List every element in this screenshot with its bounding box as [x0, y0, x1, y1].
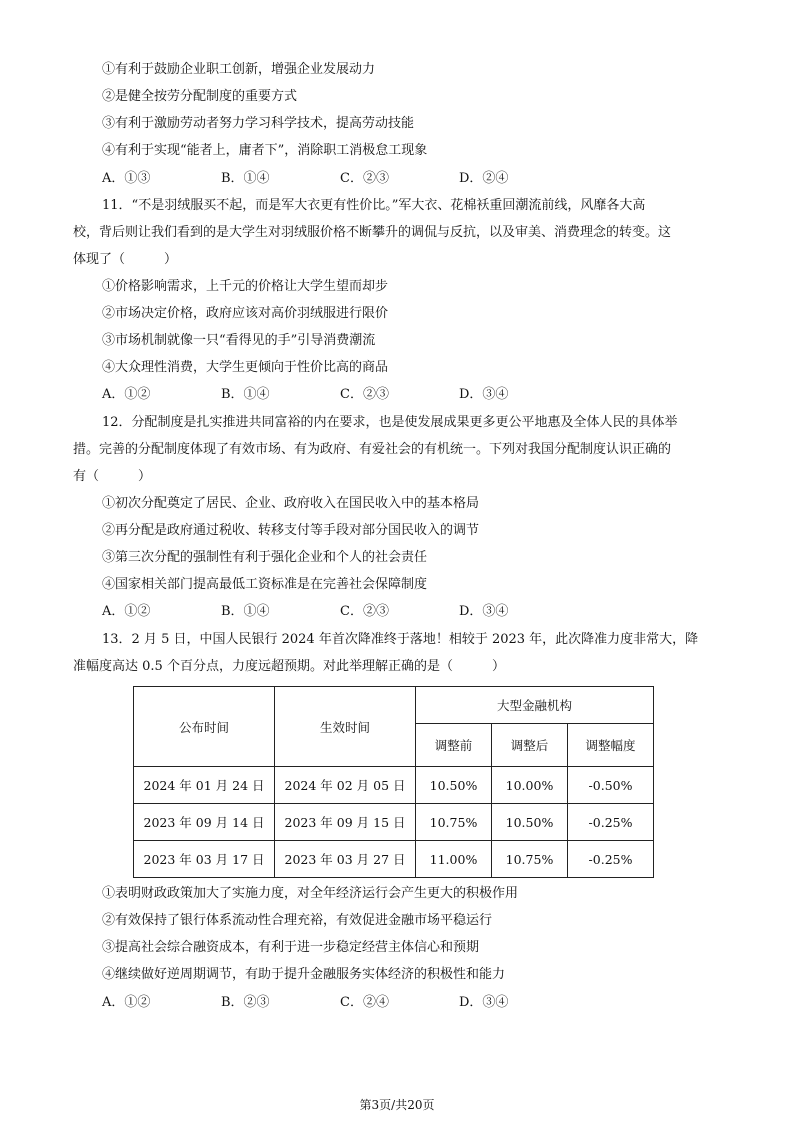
q12-item-1: ①初次分配奠定了居民、企业、政府收入在国民收入中的基本格局 — [102, 496, 480, 511]
q10-item-2: ②是健全按劳分配制度的重要方式 — [102, 89, 298, 104]
cell-change: -0.25% — [568, 841, 654, 878]
cell-announce-date: 2023 年 03 月 17 日 — [134, 841, 275, 878]
q12-item-2: ②再分配是政府通过税收、转移支付等手段对部分国民收入的调节 — [102, 523, 480, 538]
cell-before: 10.75% — [416, 804, 492, 841]
q13-item-1: ①表明财政政策加大了实施力度，对全年经济运行会产生更大的积极作用 — [102, 886, 519, 901]
cell-effective-date: 2023 年 09 月 15 日 — [275, 804, 416, 841]
q12-stem-line-3: 有（ ） — [73, 469, 152, 484]
q11-item-1: ①价格影响需求，上千元的价格让大学生望而却步 — [102, 279, 389, 294]
q11-stem-line-1: 11．“不是羽绒服买不起，而是军大衣更有性价比。”军大衣、花棉袄重回潮流前线，风靡各大高 — [102, 198, 646, 213]
q11-option-c[interactable]: C．②③ — [340, 387, 389, 402]
q11-option-b[interactable]: B．①④ — [221, 387, 270, 402]
reserve-ratio-table — [133, 686, 654, 878]
q13-item-2: ②有效保持了银行体系流动性合理充裕，有效促进金融市场平稳运行 — [102, 913, 493, 928]
q10-item-3: ③有利于激励劳动者努力学习科学技术，提高劳动技能 — [102, 116, 415, 131]
q12-option-c[interactable]: C．②③ — [340, 604, 389, 619]
q12-item-4: ④国家相关部门提高最低工资标准是在完善社会保障制度 — [102, 577, 428, 592]
col-header-group: 大型金融机构 — [416, 687, 654, 724]
page-number-footer: 第3页/共20页 — [359, 1098, 435, 1112]
q13-option-b[interactable]: B．②③ — [221, 995, 270, 1010]
q10-option-d[interactable]: D．②④ — [459, 171, 509, 186]
q13-item-4: ④继续做好逆周期调节，有助于提升金融服务实体经济的积极性和能力 — [102, 967, 506, 982]
q12-option-a[interactable]: A．①② — [102, 604, 151, 619]
col-header-before: 调整前 — [416, 724, 492, 767]
cell-before: 10.50% — [416, 767, 492, 804]
q10-item-4: ④有利于实现“能者上，庸者下”，消除职工消极怠工现象 — [102, 143, 428, 158]
q11-options — [102, 385, 578, 405]
q13-option-a[interactable]: A．①② — [102, 995, 151, 1010]
q13-options — [102, 993, 578, 1013]
q13-stem-line-1: 13．2 月 5 日，中国人民银行 2024 年首次降准终于落地！相较于 2023 年，此次降准力度非常大，降 — [102, 632, 699, 647]
cell-announce-date: 2024 年 01 月 24 日 — [134, 767, 275, 804]
cell-after: 10.00% — [492, 767, 568, 804]
q10-option-c[interactable]: C．②③ — [340, 171, 389, 186]
cell-change: -0.50% — [568, 767, 654, 804]
q13-stem-line-2: 准幅度高达 0.5 个百分点，力度远超预期。对此举理解正确的是（ ） — [73, 659, 505, 674]
cell-effective-date: 2023 年 03 月 27 日 — [275, 841, 416, 878]
table-row — [134, 767, 654, 804]
q13-option-c[interactable]: C．②④ — [340, 995, 389, 1010]
col-header-announce: 公布时间 — [134, 687, 275, 767]
cell-after: 10.50% — [492, 804, 568, 841]
q11-item-2: ②市场决定价格，政府应该对高价羽绒服进行限价 — [102, 306, 389, 321]
q11-item-3: ③市场机制就像一只“看得见的手”引导消费潮流 — [102, 333, 376, 348]
q12-option-b[interactable]: B．①④ — [221, 604, 270, 619]
col-header-effective: 生效时间 — [275, 687, 416, 767]
q11-option-a[interactable]: A．①② — [102, 387, 151, 402]
col-header-after: 调整后 — [492, 724, 568, 767]
cell-after: 10.75% — [492, 841, 568, 878]
q11-stem-line-2: 校，背后则让我们看到的是大学生对羽绒服价格不断攀升的调侃与反抗，以及审美、消费理念的转变。这 — [73, 225, 672, 240]
q10-option-a[interactable]: A．①③ — [102, 171, 151, 186]
q12-stem-line-1: 12．分配制度是扎实推进共同富裕的内在要求，也是使发展成果更多更公平地惠及全体人民的具体举 — [102, 415, 678, 430]
q11-stem-line-3: 体现了（ ） — [73, 252, 178, 267]
q13-option-d[interactable]: D．③④ — [459, 995, 509, 1010]
table-row — [134, 841, 654, 878]
cell-before: 11.00% — [416, 841, 492, 878]
table-row — [134, 804, 654, 841]
cell-change: -0.25% — [568, 804, 654, 841]
q12-options — [102, 602, 578, 622]
cell-announce-date: 2023 年 09 月 14 日 — [134, 804, 275, 841]
q13-item-3: ③提高社会综合融资成本，有利于进一步稳定经营主体信心和预期 — [102, 940, 480, 955]
cell-effective-date: 2024 年 02 月 05 日 — [275, 767, 416, 804]
col-header-change: 调整幅度 — [568, 724, 654, 767]
q12-item-3: ③第三次分配的强制性有利于强化企业和个人的社会责任 — [102, 550, 428, 565]
q10-item-1: ①有利于鼓励企业职工创新，增强企业发展动力 — [102, 62, 376, 77]
q10-options — [102, 169, 578, 189]
q12-option-d[interactable]: D．③④ — [459, 604, 509, 619]
q11-item-4: ④大众理性消费，大学生更倾向于性价比高的商品 — [102, 360, 389, 375]
q12-stem-line-2: 措。完善的分配制度体现了有效市场、有为政府、有爱社会的有机统一。下列对我国分配制度认识正确的 — [73, 442, 672, 457]
q11-option-d[interactable]: D．③④ — [459, 387, 509, 402]
q10-option-b[interactable]: B．①④ — [221, 171, 270, 186]
